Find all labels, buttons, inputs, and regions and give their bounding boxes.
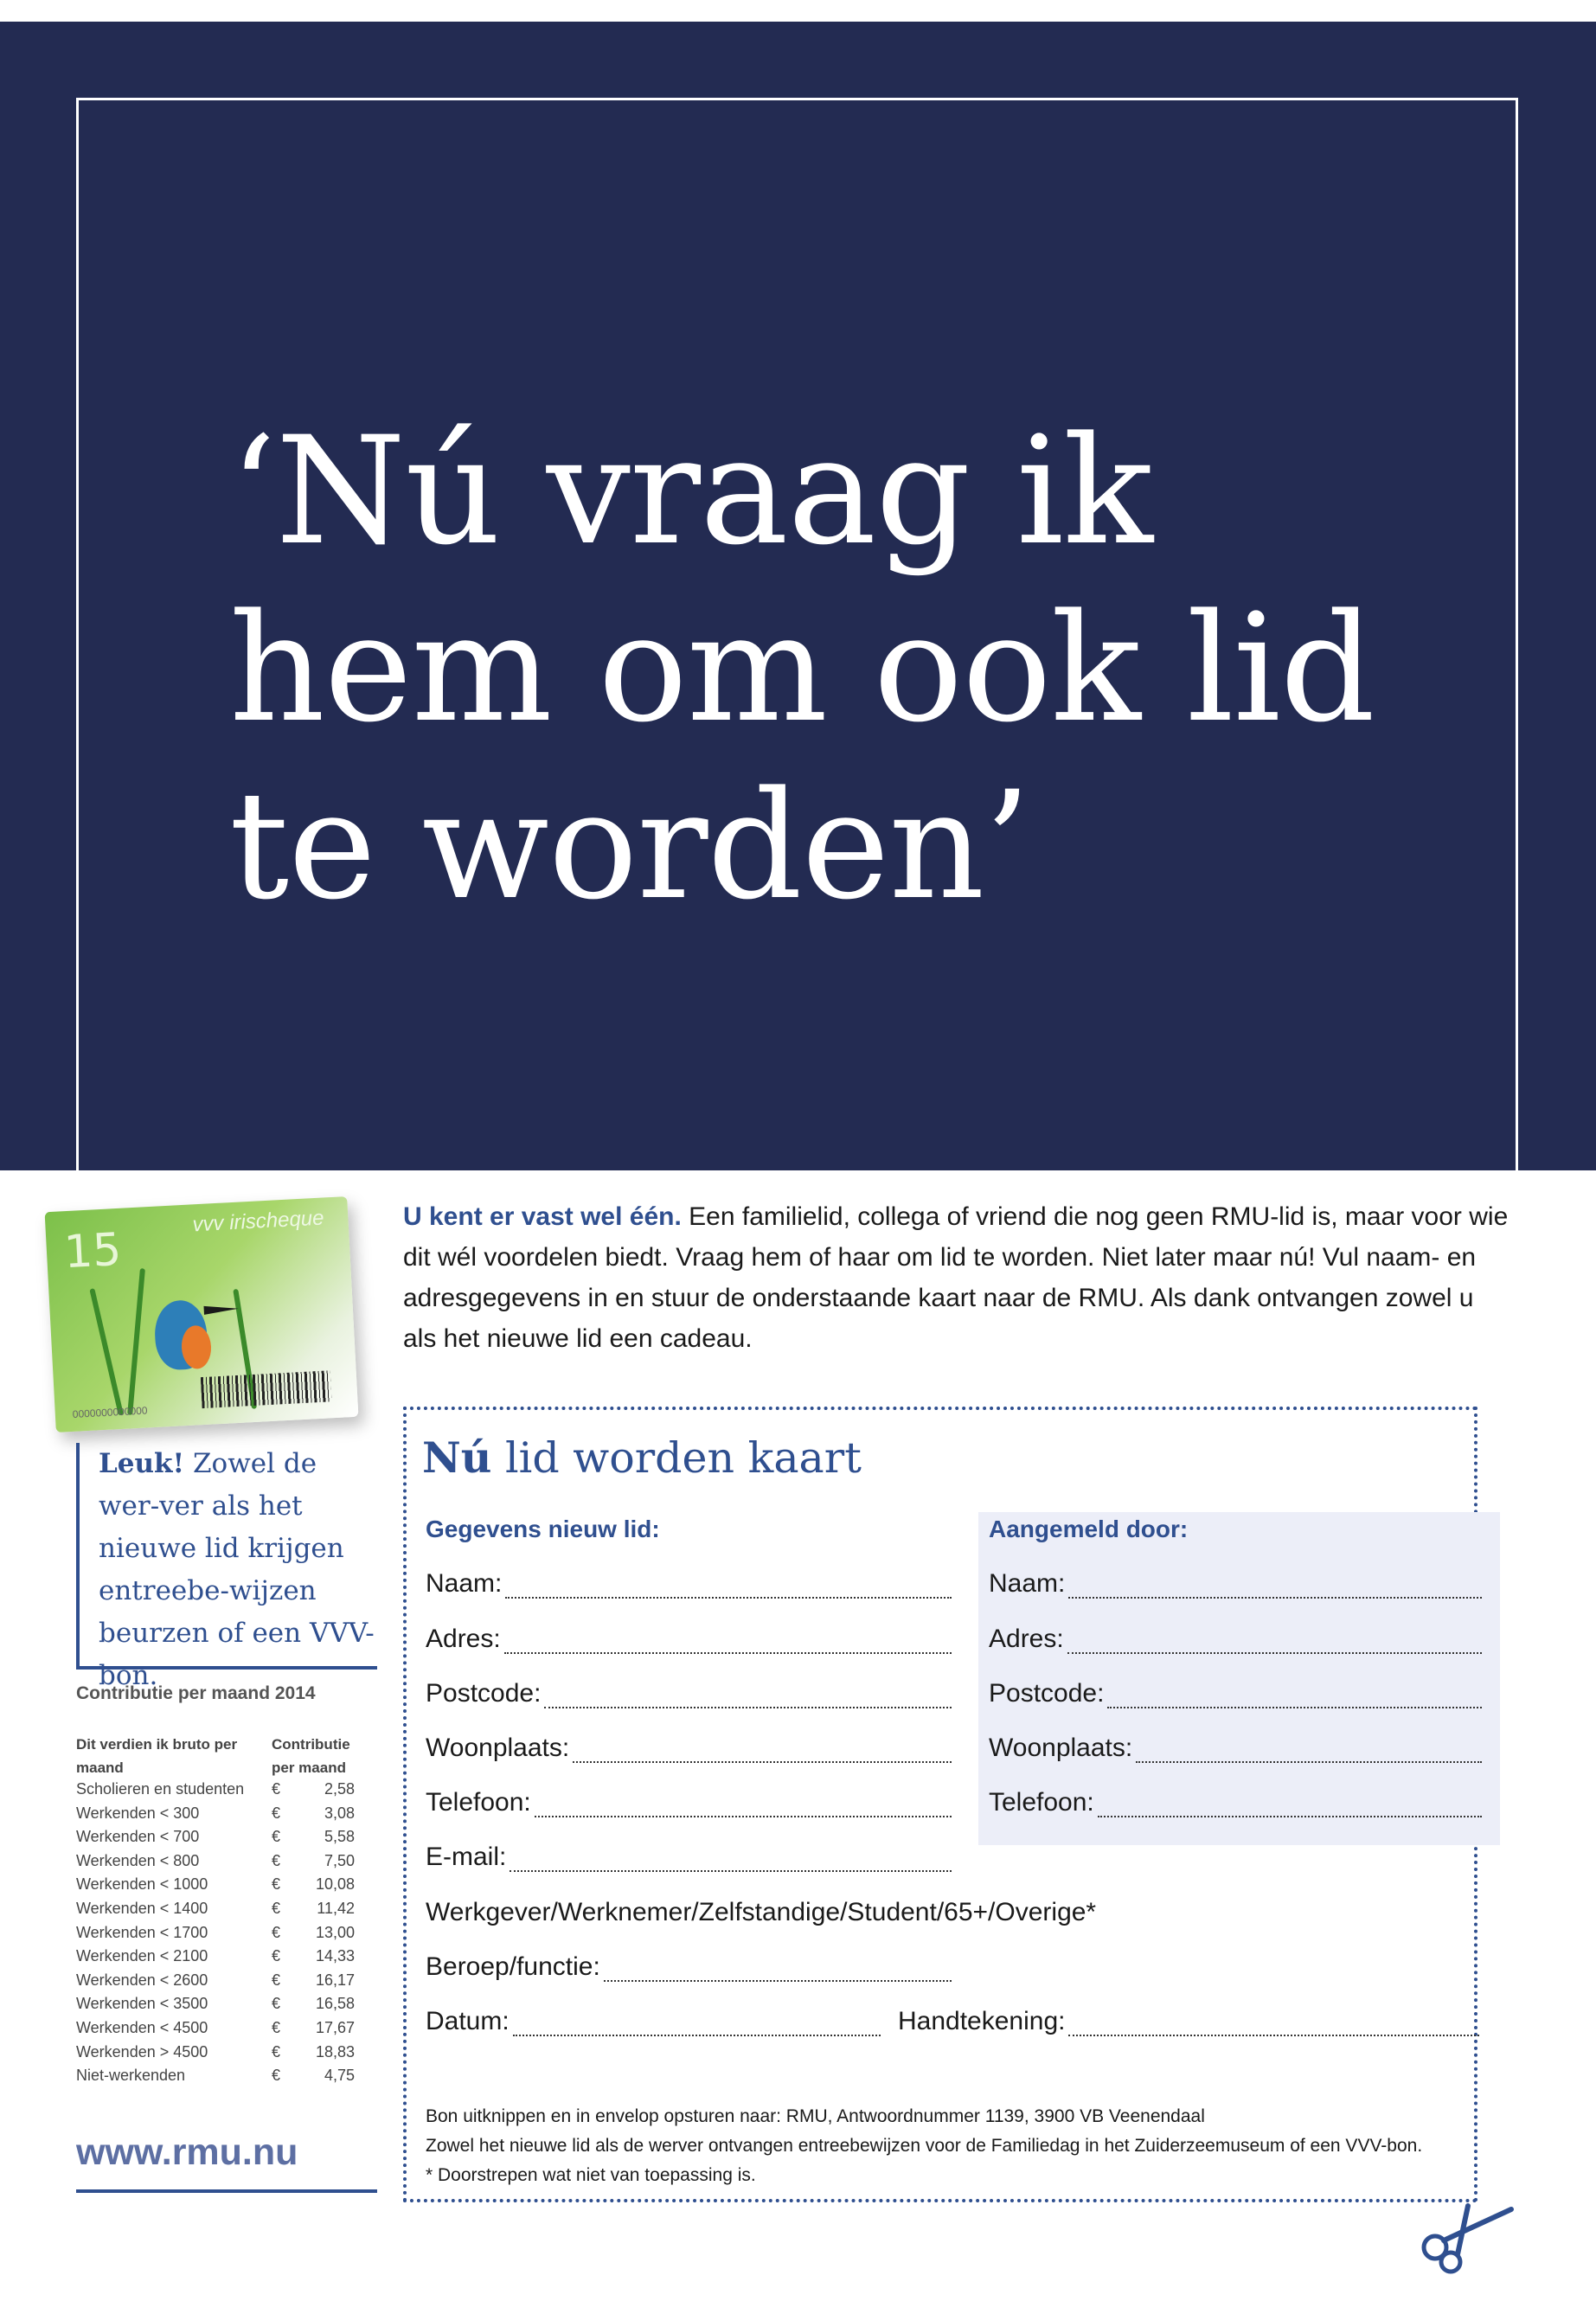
row-amount: 18,83 [315,2042,355,2061]
row-currency: € [272,1780,281,1798]
field-label: Naam: [426,1569,503,1598]
field-line[interactable] [1098,1793,1482,1817]
row-currency: € [272,2067,281,2085]
field-label: Telefoon: [989,1788,1094,1817]
reed-decoration [127,1268,145,1415]
field-label: Postcode: [426,1679,542,1708]
row-currency: € [272,1947,281,1965]
row-amount: 16,17 [315,1971,355,1989]
field-label: Telefoon: [426,1788,531,1817]
row-amount: 16,58 [315,1995,355,2013]
field-label: Datum: [426,2007,510,2035]
field-line[interactable] [604,1958,952,1982]
datum-field[interactable] [426,2007,881,2036]
voucher-value: 15 [62,1223,123,1279]
row-currency: € [272,2018,281,2036]
row-amount: 5,58 [324,1828,355,1846]
intro-paragraph [403,1196,1510,1359]
field-label: Handtekening: [898,2007,1066,2035]
field-line[interactable] [1136,1739,1482,1763]
row-amount: 14,33 [315,1947,355,1965]
quote-line: hem om ook lid [229,581,1375,755]
row-currency: € [272,1923,281,1941]
row-income-label: Werkenden < 1700 [76,1923,208,1941]
row-income-label: Werkenden < 800 [76,1851,200,1869]
field-line[interactable] [510,1848,952,1872]
row-currency: € [272,1828,281,1846]
new-postcode-field[interactable] [426,1679,952,1708]
row-income-label: Werkenden < 300 [76,1804,200,1822]
field-line[interactable] [505,1574,952,1599]
voucher-brand: vvv irischeque [191,1206,325,1237]
contributie-row [76,1875,370,1900]
field-line[interactable] [504,1630,952,1654]
leuk-text: Zowel de wer-ver als het nieuwe lid krijgen entreebe-wijzen beurzen of een VVV-bon. [99,1448,375,1691]
new-member-heading: Gegevens nieuw lid: [426,1516,660,1542]
new-telefoon-field[interactable] [426,1788,952,1817]
header-fee: Contributie per maand [272,1736,350,1776]
contributie-row [76,1947,370,1971]
contributie-table [76,1780,370,2091]
row-currency: € [272,1971,281,1989]
row-income-label: Werkenden < 700 [76,1828,200,1846]
vvv-voucher-image [45,1196,359,1433]
new-email-field[interactable] [426,1843,952,1872]
beroep-field[interactable] [426,1952,952,1982]
intro-text: Een familielid, collega of vriend die nog geen RMU-lid is, maar voor wie dit wél voordelen biedt. Vraag hem of haar om lid te worden. Niet later maar nú! Vul naam- en adresgegevens in en stuur de onderstaande kaart naar de RMU. Als dank ontvangen zowel u als het nieuwe lid een cadeau. [403,1202,1509,1353]
new-naam-field[interactable] [426,1569,952,1599]
field-label: Adres: [426,1625,501,1653]
ref-postcode-field[interactable] [989,1679,1482,1708]
status-options[interactable]: Werkgever/Werknemer/Zelfstandige/Student/65+/Overige* [426,1898,1097,1926]
row-amount: 10,08 [315,1875,355,1894]
field-line[interactable] [513,2012,881,2036]
footer-note: * Doorstrepen wat niet van toepassing is. [426,2165,756,2185]
referrer-heading: Aangemeld door: [989,1516,1189,1542]
row-amount: 4,75 [324,2067,355,2085]
ref-adres-field[interactable] [989,1625,1482,1654]
row-amount: 3,08 [324,1804,355,1822]
row-income-label: Werkenden < 1400 [76,1899,208,1917]
field-label: Woonplaats: [426,1734,570,1762]
row-currency: € [272,2042,281,2061]
contributie-row [76,2019,370,2043]
row-amount: 7,50 [324,1851,355,1869]
hero-quote [229,402,1484,934]
contributie-row [76,1852,370,1876]
contributie-row [76,1924,370,1948]
footer-reward: Zowel het nieuwe lid als de werver ontvangen entreebewijzen voor de Familiedag in het Zuiderzeemuseum of een VVV-bon. [426,2136,1423,2156]
contributie-row [76,1971,370,1996]
row-income-label: Werkenden < 1000 [76,1875,208,1894]
contributie-row [76,1995,370,2019]
leuk-callout [76,1443,377,1691]
ref-naam-field[interactable] [989,1569,1482,1599]
row-income-label: Werkenden > 4500 [76,2042,208,2061]
field-line[interactable] [544,1684,952,1708]
reed-decoration [89,1288,124,1416]
new-woonplaats-field[interactable] [426,1734,952,1763]
row-income-label: Werkenden < 4500 [76,2018,208,2036]
website-link[interactable]: www.rmu.nu [76,2131,377,2193]
form-title-rest: lid worden kaart [491,1433,862,1483]
field-line[interactable] [535,1793,952,1817]
row-income-label: Werkenden < 2600 [76,1971,208,1989]
header-income: Dit verdien ik bruto per maand [76,1736,238,1776]
field-label: Naam: [989,1569,1066,1598]
field-label: Adres: [989,1625,1064,1653]
row-currency: € [272,1899,281,1917]
row-currency: € [272,1875,281,1894]
row-currency: € [272,1804,281,1822]
contributie-row [76,1780,370,1804]
contributie-title: Contributie per maand 2014 [76,1683,316,1703]
row-amount: 11,42 [317,1899,355,1917]
quote-line: te worden’ [229,759,1030,933]
field-line[interactable] [1067,1630,1482,1654]
ref-telefoon-field[interactable] [989,1788,1482,1817]
contributie-row [76,1828,370,1852]
voucher-number: 0000000000000 [72,1404,148,1420]
contributie-row [76,1900,370,1924]
row-amount: 17,67 [315,2018,355,2036]
row-amount: 13,00 [315,1923,355,1941]
leuk-bold: Leuk! [99,1448,185,1479]
field-label: Woonplaats: [989,1734,1133,1762]
row-currency: € [272,1851,281,1869]
intro-bold: U kent er vast wel één. [403,1202,682,1231]
field-label: Beroep/functie: [426,1952,600,1981]
field-label: Postcode: [989,1679,1105,1708]
field-line[interactable] [1107,1684,1482,1708]
quote-line: ‘Nú vraag ik [229,404,1153,578]
form-footer [426,2102,1490,2190]
handtekening-field[interactable] [898,2007,1479,2036]
field-line[interactable] [1068,2012,1479,2036]
contributie-row [76,1804,370,1829]
footer-address: Bon uitknippen en in envelop opsturen naar: RMU, Antwoordnummer 1139, 3900 VB Veenendaal [426,2106,1205,2126]
form-title-bold: Nú [422,1433,492,1483]
form-title [422,1433,862,1483]
field-line[interactable] [573,1739,952,1763]
kingfisher-beak [203,1304,238,1315]
field-line[interactable] [1068,1574,1482,1599]
row-income-label: Werkenden < 2100 [76,1947,208,1965]
contributie-row [76,2067,370,2091]
row-income-label: Werkenden < 3500 [76,1995,208,2013]
row-amount: 2,58 [324,1780,355,1798]
contributie-row [76,2043,370,2067]
scissors-icon [1416,2197,1520,2275]
field-label: E-mail: [426,1843,507,1871]
row-currency: € [272,1995,281,2013]
new-adres-field[interactable] [426,1625,952,1654]
barcode [201,1370,332,1408]
ref-woonplaats-field[interactable] [989,1734,1482,1763]
row-income-label: Scholieren en studenten [76,1780,245,1798]
row-income-label: Niet-werkenden [76,2067,186,2085]
